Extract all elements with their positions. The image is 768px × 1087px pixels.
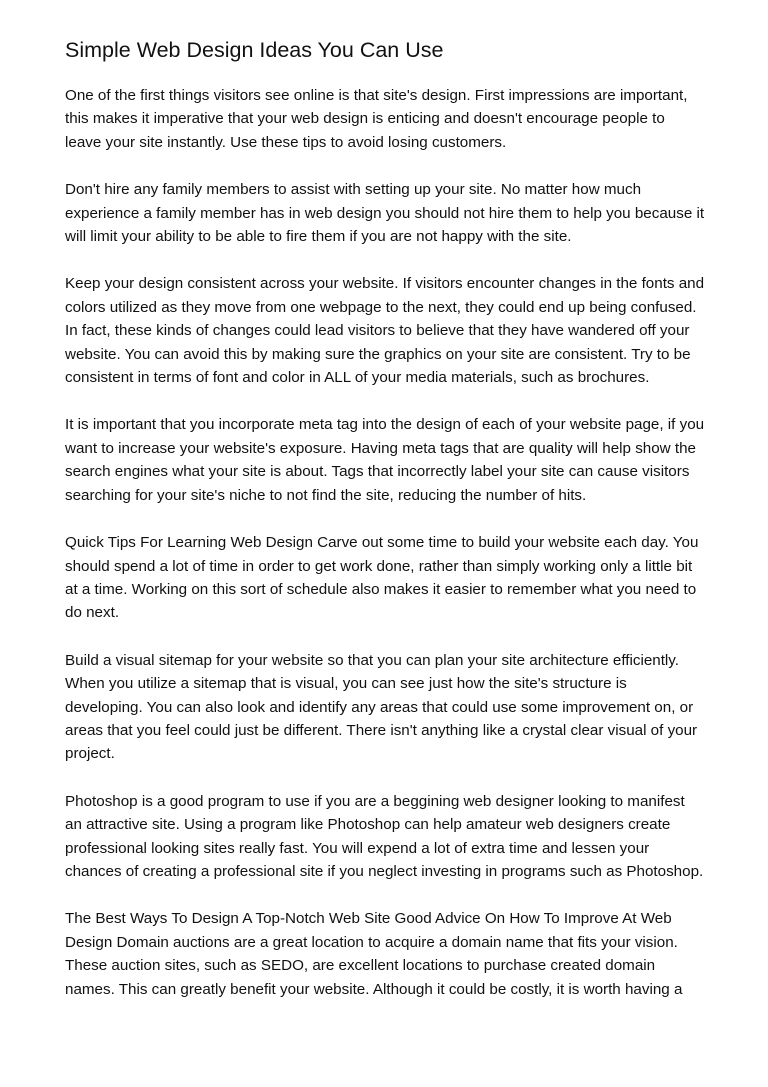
paragraph-meta-tags: It is important that you incorporate meta tag into the design of each of your website page, if you want to increase your website's exposure. Having meta tags that are quality will help show the search engines what your site is about. Tags that incorrectly label your site can cause visitors searching for your site's niche to not find the site, reducing the number of hits. <box>65 416 705 504</box>
document-title: Simple Web Design Ideas You Can Use <box>65 38 444 62</box>
paragraph-intro: One of the first things visitors see online is that site's design. First impressions are important, this makes it imperative that your web design is enticing and doesn't encourage people to leave your site instantly. Use these tips to avoid losing customers. <box>65 87 688 151</box>
paragraph-domain-auctions: The Best Ways To Design A Top-Notch Web Site Good Advice On How To Improve At Web Design Domain auctions are a great location to acquire a domain name that fits your vision. These auction sites, such as SEDO, are excellent locations to purchase created domain names. This can greatly benefit your website. Although it could be costly, it is worth having a <box>65 910 683 998</box>
document-page <box>65 36 705 1025</box>
paragraph-consistent-design: Keep your design consistent across your website. If visitors encounter changes in the fonts and colors utilized as they move from one webpage to the next, they could end up being confused. In fact, these kinds of changes could lead visitors to believe that they have wandered off your website. You can avoid this by making sure the graphics on your site are consistent. Try to be consistent in terms of font and color in ALL of your media materials, such as brochures. <box>65 275 705 387</box>
paragraph-photoshop: Photoshop is a good program to use if you are a beggining web designer looking to manifest an attractive site. Using a program like Photoshop can help amateur web designers create professional looking sites really fast. You will expend a lot of extra time and lessen your chances of creating a professional site if you neglect investing in programs such as Photoshop. <box>65 792 704 880</box>
paragraph-visual-sitemap: Build a visual sitemap for your website so that you can plan your site architecture efficiently. When you utilize a sitemap that is visual, you can see just how the site's structure is developing. You can also look and identify any areas that could use some improvement on, or areas that you feel could just be different. There isn't anything like a crystal clear visual of your project. <box>65 651 698 763</box>
paragraph-quick-tips: Quick Tips For Learning Web Design Carve out some time to build your website each day. You should spend a lot of time in order to get work done, rather than simply working only a little bit at a time. Working on this sort of schedule also makes it easier to remember what you need to do next. <box>65 534 699 622</box>
paragraph-family-members: Don't hire any family members to assist with setting up your site. No matter how much experience a family member has in web design you should not hire them to help you because it will limit your ability to be able to fire them if you are not happy with the site. <box>65 181 705 246</box>
